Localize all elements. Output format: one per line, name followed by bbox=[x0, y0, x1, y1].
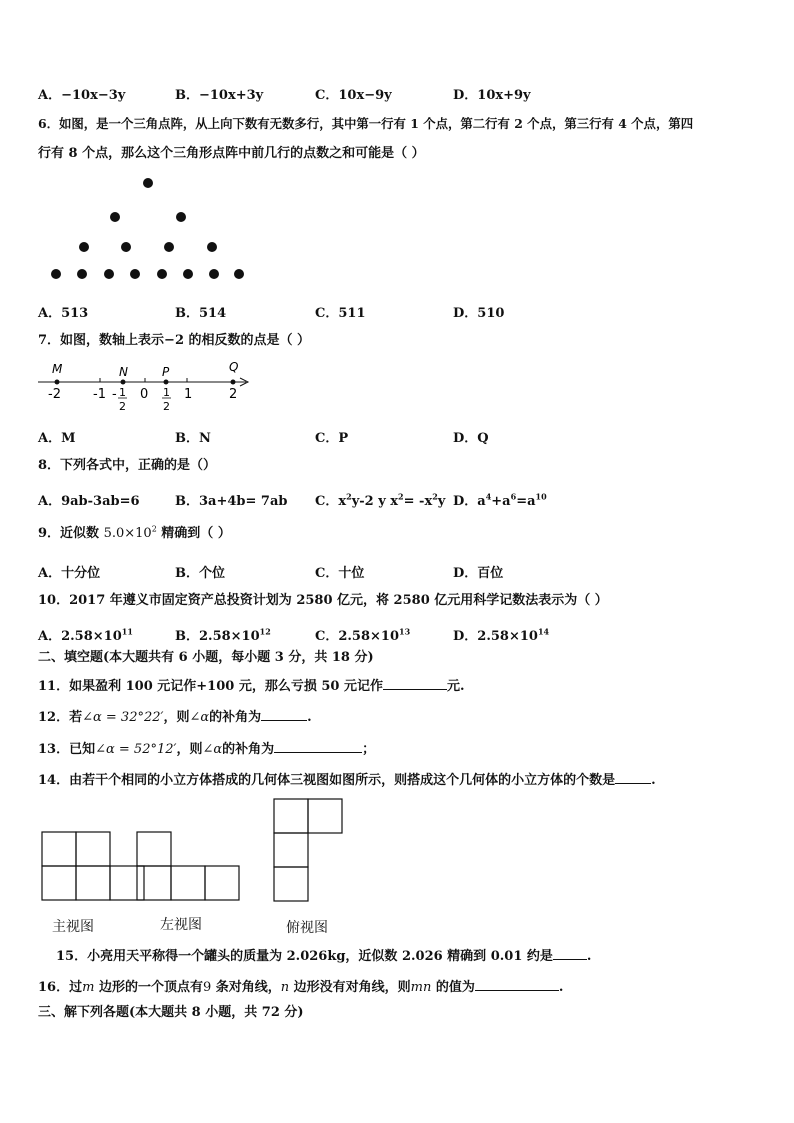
q8-option-d: D．$a^4+a^6=a^{10}$ bbox=[453, 491, 547, 509]
q9-option-d: D．百位 bbox=[453, 566, 504, 581]
q8-stem: 8．下列各式中，正确的是（） bbox=[38, 458, 217, 473]
q5-option-d: D．10x+9y bbox=[453, 88, 531, 103]
dot bbox=[130, 269, 140, 279]
q9-option-c: C．十位 bbox=[315, 566, 365, 581]
front-view bbox=[42, 832, 144, 900]
dot bbox=[79, 242, 89, 252]
q16: 16．过m 边形的一个顶点有9 条对角线，n 边形没有对角线，则mn 的值为 . bbox=[38, 980, 564, 995]
left-view-label: 左视图 bbox=[160, 917, 202, 933]
dot bbox=[164, 242, 174, 252]
answer-blank[interactable] bbox=[475, 978, 559, 991]
q15: 15．小亮用天平称得一个罐头的质量为 2.026kg，近似数 2.026 精确到 0.01 约是 . bbox=[56, 949, 592, 964]
answer-blank[interactable] bbox=[274, 740, 362, 753]
q7-stem: 7．如图，数轴上表示−2 的相反数的点是（ ） bbox=[38, 333, 311, 348]
q7-option-a: A．M bbox=[38, 431, 76, 446]
q5-option-c: C．10x−9y bbox=[315, 88, 392, 103]
dot bbox=[209, 269, 219, 279]
dot bbox=[183, 269, 193, 279]
q9-stem: 9．近似数 $5.0\times 10^2$ 精确到（ ） bbox=[38, 524, 231, 541]
point-q bbox=[231, 380, 236, 385]
left-view bbox=[137, 832, 239, 900]
q6-option-a: A．513 bbox=[38, 306, 89, 321]
section-2-heading: 二、填空题(本大题共有 6 小题，每小题 3 分，共 18 分) bbox=[38, 650, 374, 665]
q11: 11．如果盈利 100 元记作+100 元，那么亏损 50 元记作 元. bbox=[38, 679, 465, 694]
q13: 13．已知∠α = 52°12′，则∠α的补角为 ； bbox=[38, 742, 376, 757]
q10-option-c: C．$2.58\times 10^{13}$ bbox=[315, 626, 411, 644]
answer-blank[interactable] bbox=[553, 947, 587, 960]
q8-option-b: B．3a+4b= 7ab bbox=[175, 494, 288, 509]
answer-blank[interactable] bbox=[261, 708, 307, 721]
q6-option-c: C．511 bbox=[315, 306, 366, 321]
triangle-dot-array bbox=[40, 172, 260, 284]
top-view bbox=[274, 799, 342, 901]
q8-option-a: A．9ab-3ab=6 bbox=[38, 494, 140, 509]
tick-label: 0 bbox=[140, 387, 149, 402]
front-view-label: 主视图 bbox=[52, 919, 94, 935]
dot bbox=[176, 212, 186, 222]
point-n bbox=[121, 380, 126, 385]
q9-option-a: A．十分位 bbox=[38, 566, 101, 581]
q6-stem-line1: 6．如图，是一个三角点阵，从上向下数有无数多行，其中第一行有 1 个点，第二行有 2 个点，第三行有 4 个点，第四 bbox=[38, 116, 694, 131]
dot bbox=[110, 212, 120, 222]
label-q: Q bbox=[229, 360, 239, 374]
point-p bbox=[164, 380, 169, 385]
svg-text:-: - bbox=[112, 387, 117, 402]
label-p: P bbox=[162, 365, 170, 379]
point-m bbox=[55, 380, 60, 385]
section-3-heading: 三、解下列各题(本大题共 8 小题，共 72 分) bbox=[38, 1005, 304, 1020]
frac-numerator: 1 bbox=[119, 386, 126, 399]
q10-stem: 10．2017 年遵义市固定资产总投资计划为 2580 亿元，将 2580 亿元用科学记数法表示为（ ） bbox=[38, 593, 608, 608]
three-views-figure bbox=[40, 796, 350, 936]
frac-denominator: 2 bbox=[163, 400, 170, 413]
q6-option-d: D．510 bbox=[453, 306, 505, 321]
tick-label: 1 bbox=[184, 387, 193, 402]
label-m: M bbox=[52, 362, 63, 376]
dot bbox=[121, 242, 131, 252]
dot bbox=[234, 269, 244, 279]
q10-option-d: D．$2.58\times 10^{14}$ bbox=[453, 626, 550, 644]
q5-option-a: A．−10x−3y bbox=[38, 88, 126, 103]
dot bbox=[157, 269, 167, 279]
answer-blank[interactable] bbox=[615, 771, 651, 784]
dot bbox=[77, 269, 87, 279]
q7-option-d: D．Q bbox=[453, 431, 489, 446]
q10-option-a: A．$2.58\times 10^{11}$ bbox=[38, 626, 133, 644]
q7-option-c: C．P bbox=[315, 431, 349, 446]
dot bbox=[104, 269, 114, 279]
q6-stem-line2: 行有 8 个点，那么这个三角形点阵中前几行的点数之和可能是（ ） bbox=[38, 146, 425, 161]
dot bbox=[51, 269, 61, 279]
q5-option-b: B．−10x+3y bbox=[175, 88, 264, 103]
top-view-label: 俯视图 bbox=[286, 920, 328, 936]
q10-option-b: B．$2.58\times 10^{12}$ bbox=[175, 626, 271, 644]
tick-label: -1 bbox=[93, 387, 106, 402]
number-line bbox=[36, 358, 256, 416]
frac-denominator: 2 bbox=[119, 400, 126, 413]
q6-option-b: B．514 bbox=[175, 306, 227, 321]
q7-option-b: B．N bbox=[175, 431, 211, 446]
q14: 14．由若干个相同的小立方体搭成的几何体三视图如图所示，则搭成这个几何体的小立方体的个数是 . bbox=[38, 773, 656, 788]
label-n: N bbox=[119, 365, 128, 379]
frac-numerator: 1 bbox=[163, 386, 170, 399]
dot bbox=[207, 242, 217, 252]
tick-label: -2 bbox=[48, 387, 61, 402]
answer-blank[interactable] bbox=[383, 677, 447, 690]
q9-option-b: B．个位 bbox=[175, 566, 225, 581]
tick-label: 2 bbox=[229, 387, 238, 402]
q12: 12．若∠α = 32°22′，则∠α的补角为 . bbox=[38, 710, 312, 725]
dot bbox=[143, 178, 153, 188]
q8-option-c: C．$x^2y-2$ y $x^2= -x^2y$ bbox=[315, 491, 446, 509]
